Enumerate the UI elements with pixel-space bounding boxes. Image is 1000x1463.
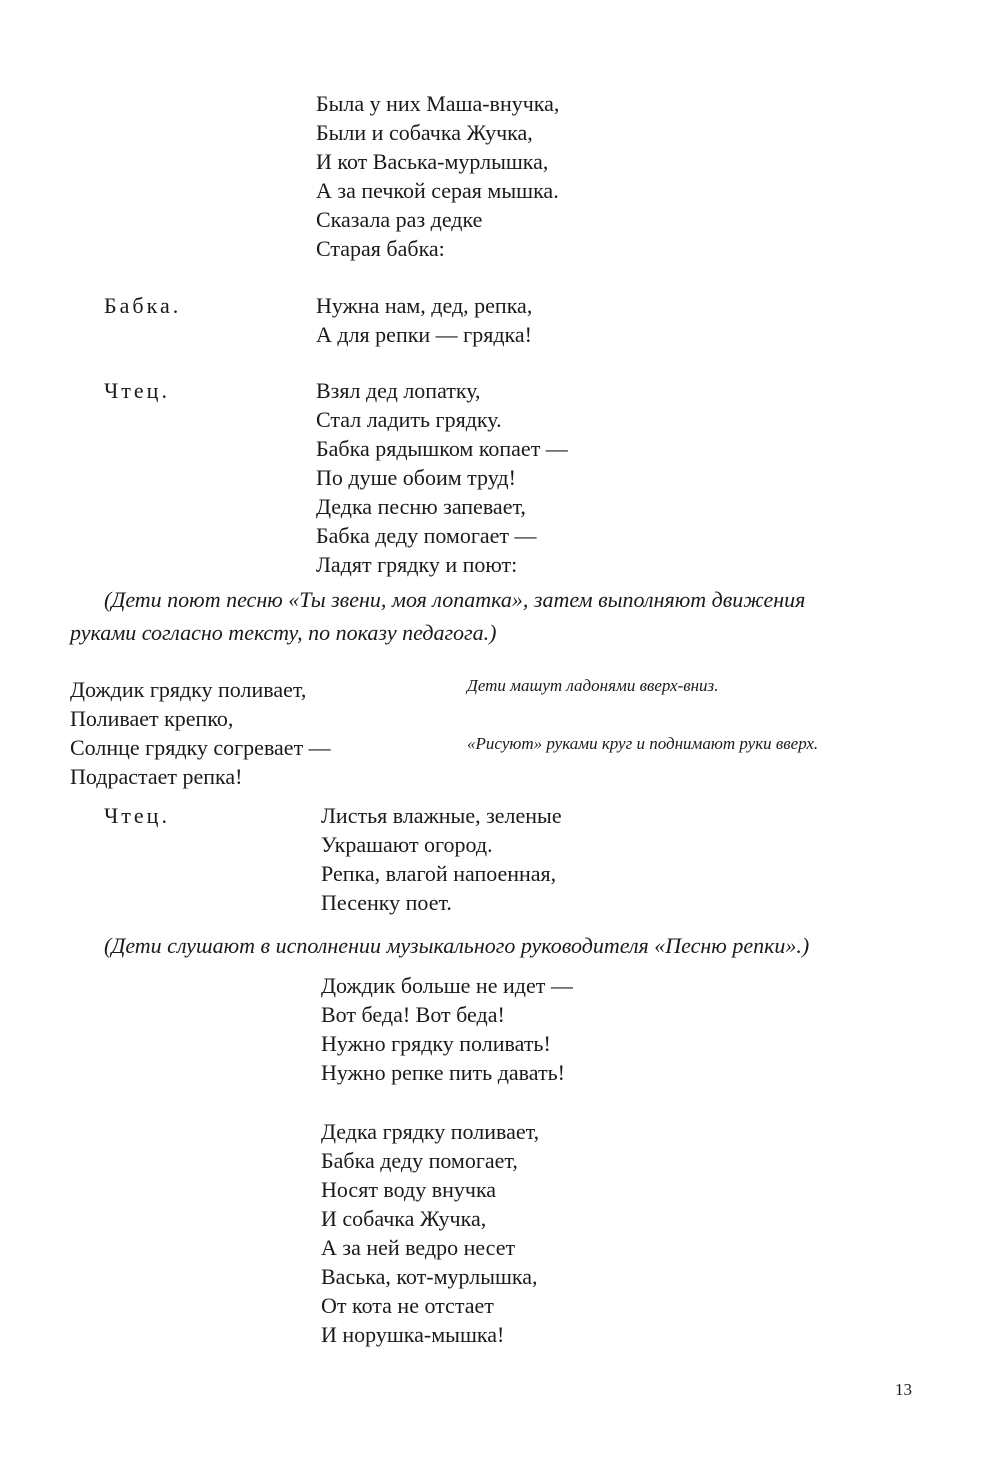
verse-line: А для репки — грядка! bbox=[316, 322, 532, 347]
verse-line: Нужно репке пить давать! bbox=[321, 1060, 565, 1085]
verse-line: Украшают огород. bbox=[321, 832, 493, 857]
stage-direction-1-line1: (Дети поют песню «Ты звени, моя лопатка», затем выполняют движения bbox=[104, 587, 806, 612]
verse-line: По душе обоим труд! bbox=[316, 465, 516, 490]
verse-line: И норушка-мышка! bbox=[321, 1322, 505, 1347]
speaker-chtets: Чтец. bbox=[104, 378, 170, 403]
movement-note-2: «Рисуют» руками круг и поднимают руки вверх. bbox=[467, 734, 819, 753]
verse-line: Репка, влагой напоенная, bbox=[321, 861, 557, 886]
rain-stanza bbox=[321, 971, 573, 1087]
page-number: 13 bbox=[895, 1380, 912, 1399]
verse-line: Дождик больше не идет — bbox=[321, 973, 573, 998]
verse-line: Подрастает репка! bbox=[70, 764, 243, 789]
verse-line: Взял дед лопатку, bbox=[316, 378, 481, 403]
intro-stanza bbox=[316, 89, 559, 263]
chtets-lines-2 bbox=[321, 801, 562, 917]
verse-line: Стал ладить грядку. bbox=[316, 407, 502, 432]
verse-line: А за ней ведро несет bbox=[321, 1235, 516, 1260]
verse-line: Нужно грядку поливать! bbox=[321, 1031, 551, 1056]
verse-line: Листья влажные, зеленые bbox=[321, 803, 562, 828]
verse-line: И собачка Жучка, bbox=[321, 1206, 487, 1231]
verse-line: Нужна нам, дед, репка, bbox=[316, 293, 533, 318]
verse-line: Песенку поет. bbox=[321, 890, 452, 915]
verse-line: Бабка деду помогает, bbox=[321, 1148, 518, 1173]
verse-line: Старая бабка: bbox=[316, 236, 445, 261]
verse-line: А за печкой серая мышка. bbox=[316, 178, 559, 203]
speaker-babka: Бабка. bbox=[104, 293, 182, 318]
song-stanza bbox=[70, 675, 331, 791]
chtets-lines-1 bbox=[316, 376, 568, 579]
verse-line: Были и собачка Жучка, bbox=[316, 120, 533, 145]
verse-line: Сказала раз дедке bbox=[316, 207, 483, 232]
stage-direction-1-line2: руками согласно тексту, по показу педагога.) bbox=[70, 620, 497, 645]
verse-line: И кот Васька-мурлышка, bbox=[316, 149, 549, 174]
verse-line: Васька, кот-мурлышка, bbox=[321, 1264, 538, 1289]
water-stanza bbox=[321, 1117, 539, 1349]
verse-line: Бабка деду помогает — bbox=[316, 523, 537, 548]
verse-line: Вот беда! Вот беда! bbox=[321, 1002, 505, 1027]
verse-line: Дождик грядку поливает, bbox=[70, 677, 307, 702]
verse-line: Носят воду внучка bbox=[321, 1177, 497, 1202]
movement-note-1: Дети машут ладонями вверх-вниз. bbox=[467, 676, 719, 695]
verse-line: Ладят грядку и поют: bbox=[316, 552, 518, 577]
verse-line: Поливает крепко, bbox=[70, 706, 234, 731]
verse-line: Бабка рядышком копает — bbox=[316, 436, 568, 461]
verse-line: От кота не отстает bbox=[321, 1293, 494, 1318]
stage-direction-2: (Дети слушают в исполнении музыкального руководителя «Песню репки».) bbox=[104, 933, 810, 958]
speaker-chtets-2: Чтец. bbox=[104, 803, 170, 828]
verse-line: Была у них Маша-внучка, bbox=[316, 91, 560, 116]
babka-lines bbox=[316, 291, 532, 349]
verse-line: Солнце грядку согревает — bbox=[70, 735, 331, 760]
verse-line: Дедка песню запевает, bbox=[316, 494, 526, 519]
verse-line: Дедка грядку поливает, bbox=[321, 1119, 540, 1144]
